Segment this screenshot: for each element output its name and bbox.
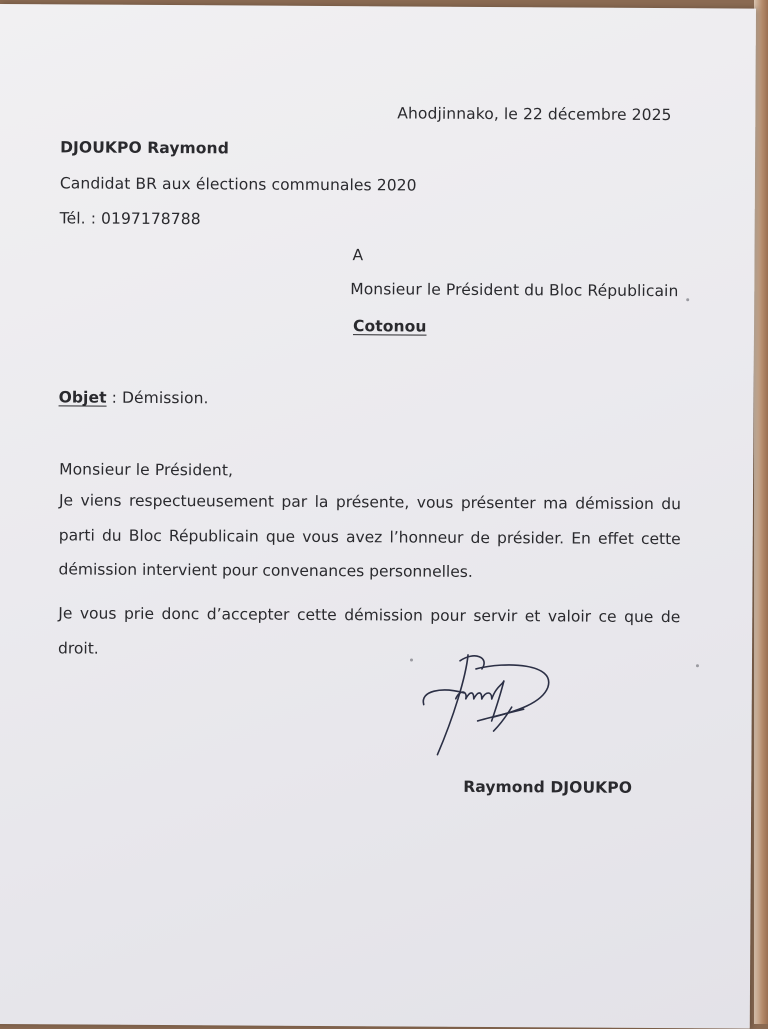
body-paragraph-1: Je viens respectueusement par la présente, vous présenter ma démission du parti du Bloc Républicain que vous avez l’honneur de présider. En effet cette démission intervient pour convenances personnelles. [58,491,682,581]
signatory-name: Raymond DJOUKPO [463,777,633,797]
recipient-name: Monsieur le Président du Bloc Républicain [350,280,679,301]
handwritten-signature [415,647,566,763]
subject-label: Objet [58,388,107,407]
sender-title: Candidat BR aux élections communales 2020 [59,174,417,195]
subject-text: : Démission. [106,388,209,408]
salutation: Monsieur le Président, [59,460,234,480]
place-date: Ahodjinnako, le 22 décembre 2025 [397,104,672,125]
sender-name: DJOUKPO Raymond [60,138,229,158]
subject-line [59,388,209,407]
paper-speck [686,298,689,301]
body-paragraph-2: Je vous prie donc d’accepter cette démission pour servir et valoir ce que de droit. [58,604,681,658]
recipient-prefix: A [352,246,364,265]
recipient-city: Cotonou [352,317,427,336]
paper-speck [696,664,699,667]
paper-speck [410,659,413,662]
letter-page [0,4,756,1029]
table-surface [754,0,768,1024]
sender-phone: Tél. : 0197178788 [59,209,201,229]
